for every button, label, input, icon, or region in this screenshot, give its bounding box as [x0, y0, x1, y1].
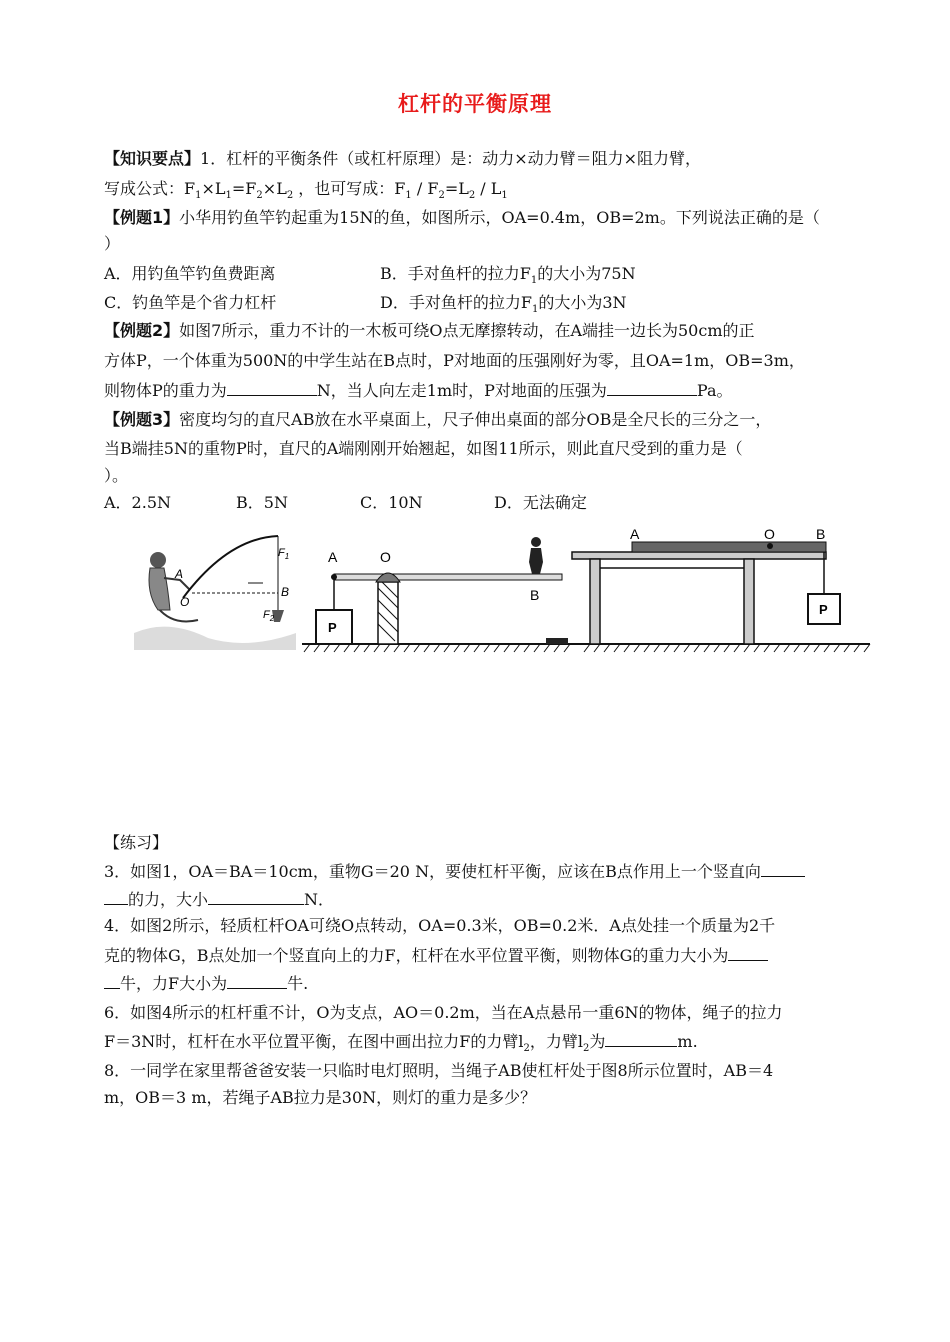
- example2-text: N，当人向左走1m时，P对地面的压强为: [316, 381, 607, 400]
- question3-line-1: [104, 860, 805, 883]
- question3-line-2: [104, 888, 334, 911]
- example3-option-b: B．5N: [236, 493, 288, 512]
- student-head: [531, 537, 541, 547]
- formula-sub: 2: [256, 190, 263, 202]
- table-label-a: A: [630, 526, 640, 542]
- seesaw-label-o: O: [380, 549, 391, 565]
- point-o-dot: [767, 543, 773, 549]
- point-a-dot: [331, 574, 337, 580]
- formula-text: =F: [231, 179, 257, 198]
- table-leg-right: [744, 559, 754, 644]
- answer-blank[interactable]: [605, 1030, 677, 1047]
- formula-sub: 1: [195, 190, 202, 202]
- fishing-rod-figure: [128, 538, 298, 663]
- answer-blank[interactable]: [227, 972, 287, 989]
- formula-sub: 2: [468, 190, 476, 202]
- label-o: O: [180, 595, 190, 609]
- example2-line-2: 方体P，一个体重为500N的中学生站在B点时，P对地面的压强刚好为零，且OA=1m，OB=3m，: [104, 351, 805, 370]
- practice-tag: 【练习】: [104, 833, 169, 852]
- example1-tag: 【例题1】: [104, 208, 180, 227]
- seesaw-label-a: A: [328, 549, 338, 565]
- knowledge-formula-line: [104, 178, 508, 207]
- question8-line-2: m，OB＝3 m，若绳子AB拉力是30N，则灯的重力是多少？: [104, 1088, 537, 1107]
- knowledge-text: 1．杠杆的平衡条件（或杠杆原理）是：动力×动力臂＝阻力×阻力臂，: [200, 149, 702, 168]
- example3-option-c: C．10N: [360, 493, 423, 512]
- formula-sub: 1: [501, 190, 508, 202]
- example2-text: 则物体P的重力为: [104, 381, 227, 400]
- table-label-o: O: [764, 526, 775, 542]
- question6-line-2: [104, 1030, 698, 1060]
- example2-line-3: [104, 379, 733, 402]
- example1-text: 小华用钓鱼竿钓起重为15N的鱼，如图所示，OA=0.4m，OB=2m。下列说法正确的是（: [179, 208, 820, 227]
- seesaw-label-b: B: [530, 587, 540, 603]
- formula-text: / F: [411, 179, 439, 198]
- example2-text: Pa。: [696, 381, 733, 400]
- answer-blank[interactable]: [728, 944, 768, 961]
- knowledge-tag: 【知识要点】: [104, 149, 201, 168]
- question6-text: ，力臂l: [529, 1032, 584, 1051]
- knowledge-line-1: [104, 148, 701, 170]
- question4-line-2: [104, 944, 768, 967]
- ground-hatch: [304, 644, 870, 652]
- answer-blank[interactable]: [761, 860, 805, 877]
- question3-text: 的力，大小: [128, 890, 209, 909]
- seesaw-board: [334, 574, 562, 580]
- formula-sub: 2: [438, 190, 445, 202]
- answer-blank[interactable]: [227, 379, 317, 396]
- question8-line-1: 8．一同学在家里帮爸爸安装一只临时电灯照明，当绳子AB使杠杆处于图8所示位置时，AB＝4: [104, 1061, 774, 1080]
- option-text: D．手对鱼杆的拉力F: [380, 293, 532, 312]
- option-sub: 1: [530, 275, 538, 287]
- question4-text: 牛，力F大小为: [120, 974, 228, 993]
- answer-blank[interactable]: [104, 888, 128, 905]
- example3-option-d: D．无法确定: [494, 493, 587, 512]
- ground-shading: [134, 627, 296, 650]
- example1-option-a: A．用钓鱼竿钓鱼费距离: [104, 264, 276, 283]
- question3-text: 3．如图1，OA＝BA＝10cm，重物G＝20 N，要使杠杆平衡，应该在B点作用上一个竖直向: [104, 862, 761, 881]
- person-body: [149, 568, 170, 610]
- formula-text: / L: [475, 179, 502, 198]
- practice-heading: [104, 832, 168, 854]
- example1-option-c: C．钓鱼竿是个省力杠杆: [104, 293, 277, 312]
- question6-sub: 2: [523, 1043, 530, 1055]
- example1-options-row1: [104, 263, 864, 285]
- formula-sub: 2: [286, 190, 294, 202]
- table-leg-left: [590, 559, 600, 644]
- question6-text: 为: [589, 1032, 606, 1051]
- formula-text: 写成公式：F: [104, 179, 196, 198]
- example3-option-a: A．2.5N: [104, 493, 172, 512]
- question6-line-1: 6．如图4所示的杠杆重不计，O为支点，AO＝0.2m，当在A点悬吊一重6N的物体，绳子的拉力: [104, 1003, 783, 1022]
- floor-block: [546, 638, 568, 644]
- lever-figures: [300, 526, 872, 656]
- page-title: 杠杆的平衡原理: [398, 92, 552, 116]
- example1-option-b: [380, 263, 636, 292]
- example2-text: 如图7所示，重力不计的一木板可绕O点无摩擦转动，在A端挂一边长为50cm的正: [179, 321, 755, 340]
- question6-text: F＝3N时，杠杆在水平位置平衡，在图中画出拉力F的力臂l: [104, 1032, 524, 1051]
- student-body: [529, 548, 543, 574]
- question6-text: m.: [677, 1032, 698, 1051]
- table-label-b: B: [816, 526, 826, 542]
- formula-sub: 1: [225, 190, 232, 202]
- table-top: [572, 552, 826, 559]
- answer-blank[interactable]: [208, 888, 304, 905]
- example3-text: 密度均匀的直尺AB放在水平桌面上，尺子伸出桌面的部分OB是全尺长的三分之一，: [179, 410, 772, 429]
- question3-text: N．: [304, 890, 335, 909]
- example1-options-row2: [104, 292, 864, 314]
- formula-text: ×L: [262, 179, 287, 198]
- ruler-ab: [632, 542, 826, 552]
- example1-option-d: [380, 292, 627, 321]
- question4-text: 牛.: [287, 974, 309, 993]
- table-label-p: P: [819, 602, 828, 617]
- answer-blank[interactable]: [104, 972, 120, 989]
- formula-text: ，也可写成：F: [298, 179, 406, 198]
- example3-line-2: 当B端挂5N的重物P时，直尺的A端刚刚开始翘起，如图11所示，则此直尺受到的重力是（: [104, 439, 743, 458]
- answer-blank[interactable]: [607, 379, 697, 396]
- formula-sub: 1: [405, 190, 412, 202]
- example2-tag: 【例题2】: [104, 321, 180, 340]
- option-text: 的大小为3N: [538, 293, 627, 312]
- label-a: A: [175, 567, 184, 581]
- option-text: 的大小为75N: [537, 264, 636, 283]
- option-sub: 1: [531, 304, 539, 316]
- example2-line-1: [104, 320, 755, 342]
- formula-text: =L: [444, 179, 469, 198]
- person-head: [150, 552, 166, 568]
- question4-line-3: [104, 972, 308, 995]
- example3-tag: 【例题3】: [104, 410, 180, 429]
- example1-question: [104, 207, 820, 229]
- formula-text: ×L: [201, 179, 226, 198]
- fishing-rod: [183, 536, 278, 598]
- label-b: B: [281, 585, 290, 599]
- label-f1: $F_1$: [278, 547, 290, 561]
- example1-cont: ）: [104, 234, 121, 253]
- question4-text: 克的物体G，B点处加一个竖直向上的力F，杠杆在水平位置平衡，则物体G的重力大小为: [104, 946, 729, 965]
- seesaw-label-p: P: [328, 620, 337, 635]
- example3-line-1: [104, 409, 771, 431]
- question4-line-1: 4．如图2所示，轻质杠杆OA可绕O点转动，OA=0.3米，OB=0.2米．A点处挂一个质量为2千: [104, 916, 776, 935]
- label-f2: $F_2$: [263, 609, 275, 623]
- example3-line-3: ）。: [104, 466, 129, 485]
- question6-sub: 2: [583, 1043, 590, 1055]
- option-text: B．手对鱼杆的拉力F: [380, 264, 531, 283]
